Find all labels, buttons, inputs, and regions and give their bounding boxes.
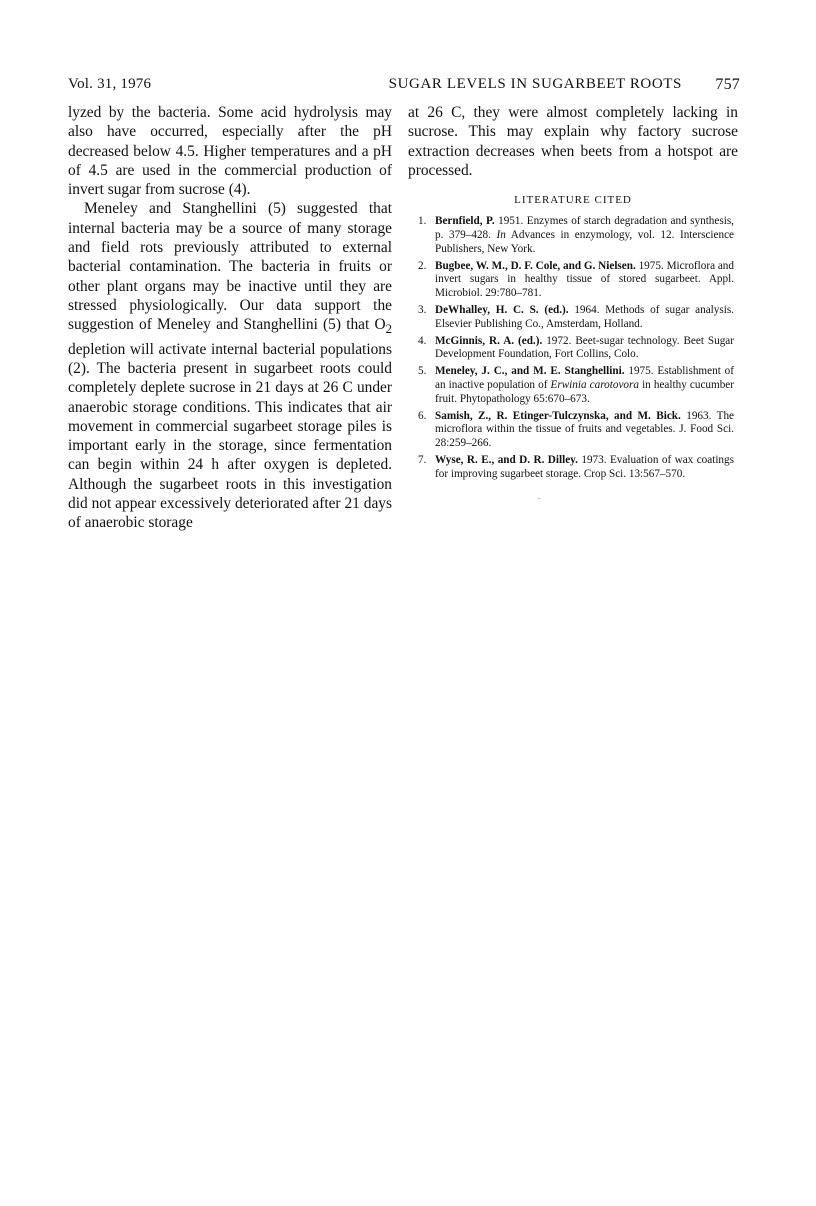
reference-number: 3. [418, 303, 427, 316]
subscript-two: 2 [385, 322, 392, 337]
reference-author: Bugbee, W. M., D. F. Cole, and G. Nielsen. [435, 259, 636, 272]
page-number: 757 [715, 76, 740, 93]
running-title: SUGAR LEVELS IN SUGARBEET ROOTS [388, 76, 682, 92]
reference-number: 6. [418, 409, 427, 422]
reference-author: McGinnis, R. A. (ed.). [435, 334, 543, 347]
reference-author: Meneley, J. C., and M. E. Stanghellini. [435, 365, 625, 378]
reference-item [408, 454, 738, 482]
reference-item [408, 365, 738, 406]
reference-number: 5. [418, 365, 427, 378]
paragraph-text-part-b: depletion will activate internal bacterial populations (2). The bacteria present in sugarbeet roots could completely deplete sucrose in 21 days at 26 C under anaerobic storage conditions. This indicates that air movement in commercial sugarbeet storage piles is important early in the storage, since fermentation can begin within 24 h after oxygen is depleted. Although the sugarbeet roots in this investigation did not appear excessively deteriorated after 21 days of anaerobic storage [68, 340, 392, 532]
reference-item [408, 304, 738, 332]
scan-speck [538, 498, 540, 499]
left-column [68, 103, 392, 533]
reference-number: 4. [418, 334, 427, 347]
reference-author: Wyse, R. E., and D. R. Dilley. [435, 453, 578, 466]
reference-author: Bernfield, P. [435, 215, 495, 228]
reference-text: 1975. Microflora and invert sugars in healthy tissue of stored sugarbeet. Appl. Microbiol. 29:780–781. [435, 259, 734, 300]
reference-list [408, 215, 738, 481]
reference-text: 1973. Evaluation of wax coatings for improving sugarbeet storage. Crop Sci. 13:567–570. [435, 453, 734, 480]
reference-text: 1963. The microflora within the tissue of fruits and vegetables. J. Food Sci. 28:259–266. [435, 409, 734, 450]
reference-text: 1975. Establishment of an inactive population of [435, 365, 734, 391]
reference-number: 1. [418, 215, 427, 228]
reference-text-end: Advances in enzymology, vol. 12. Interscience Publishers, New York. [435, 228, 735, 255]
reference-item [408, 335, 738, 363]
reference-number: 7. [418, 453, 427, 466]
reference-italic: Erwinia carotovora [550, 378, 639, 391]
reference-item [408, 410, 738, 451]
reference-italic: In [496, 228, 506, 241]
reference-text: 1964. Methods of sugar analysis. Elsevier Publishing Co., Amsterdam, Holland. [435, 303, 734, 330]
reference-item [408, 215, 738, 256]
paragraph-internal-bacteria [68, 199, 392, 532]
reference-text: 1951. Enzymes of starch degradation and synthesis, p. 379–428. [435, 215, 734, 241]
paragraph-conclusion: at 26 C, they were almost completely lacking in sucrose. This may explain why factory sucrose extraction decreases when beets from a hotspot are processed. [408, 104, 738, 179]
right-column [408, 103, 738, 485]
reference-text-end: in healthy cucumber fruit. Phytopathology 65:670–673. [435, 378, 734, 405]
reference-item [408, 260, 738, 301]
running-header [68, 76, 740, 98]
reference-text: 1972. Beet-sugar technology. Beet Sugar Development Foundation, Fort Collins, Colo. [435, 334, 734, 361]
paragraph-text-part-a: Meneley and Stanghellini (5) suggested that internal bacteria may be a source of many storage and field rots previously attributed to external bacterial contamination. The bacteria in fruits or other plant organs may be inactive until they are stressed physiologically. Our data support the suggestion of Meneley and Stanghellini (5) that O [68, 200, 392, 334]
literature-cited-heading: LITERATURE CITED [514, 194, 632, 207]
volume-label: Vol. 31, 1976 [68, 76, 152, 92]
reference-author: Samish, Z., R. Etinger-Tulczynska, and M. Bick. [435, 409, 681, 422]
reference-number: 2. [418, 259, 427, 272]
paragraph-continued: lyzed by the bacteria. Some acid hydrolysis may also have occurred, especially after the pH decreased below 4.5. Higher temperatures and a pH of 4.5 are used in the commercial production of invert sugar from sucrose (4). [68, 104, 392, 199]
reference-author: DeWhalley, H. C. S. (ed.). [435, 303, 569, 316]
